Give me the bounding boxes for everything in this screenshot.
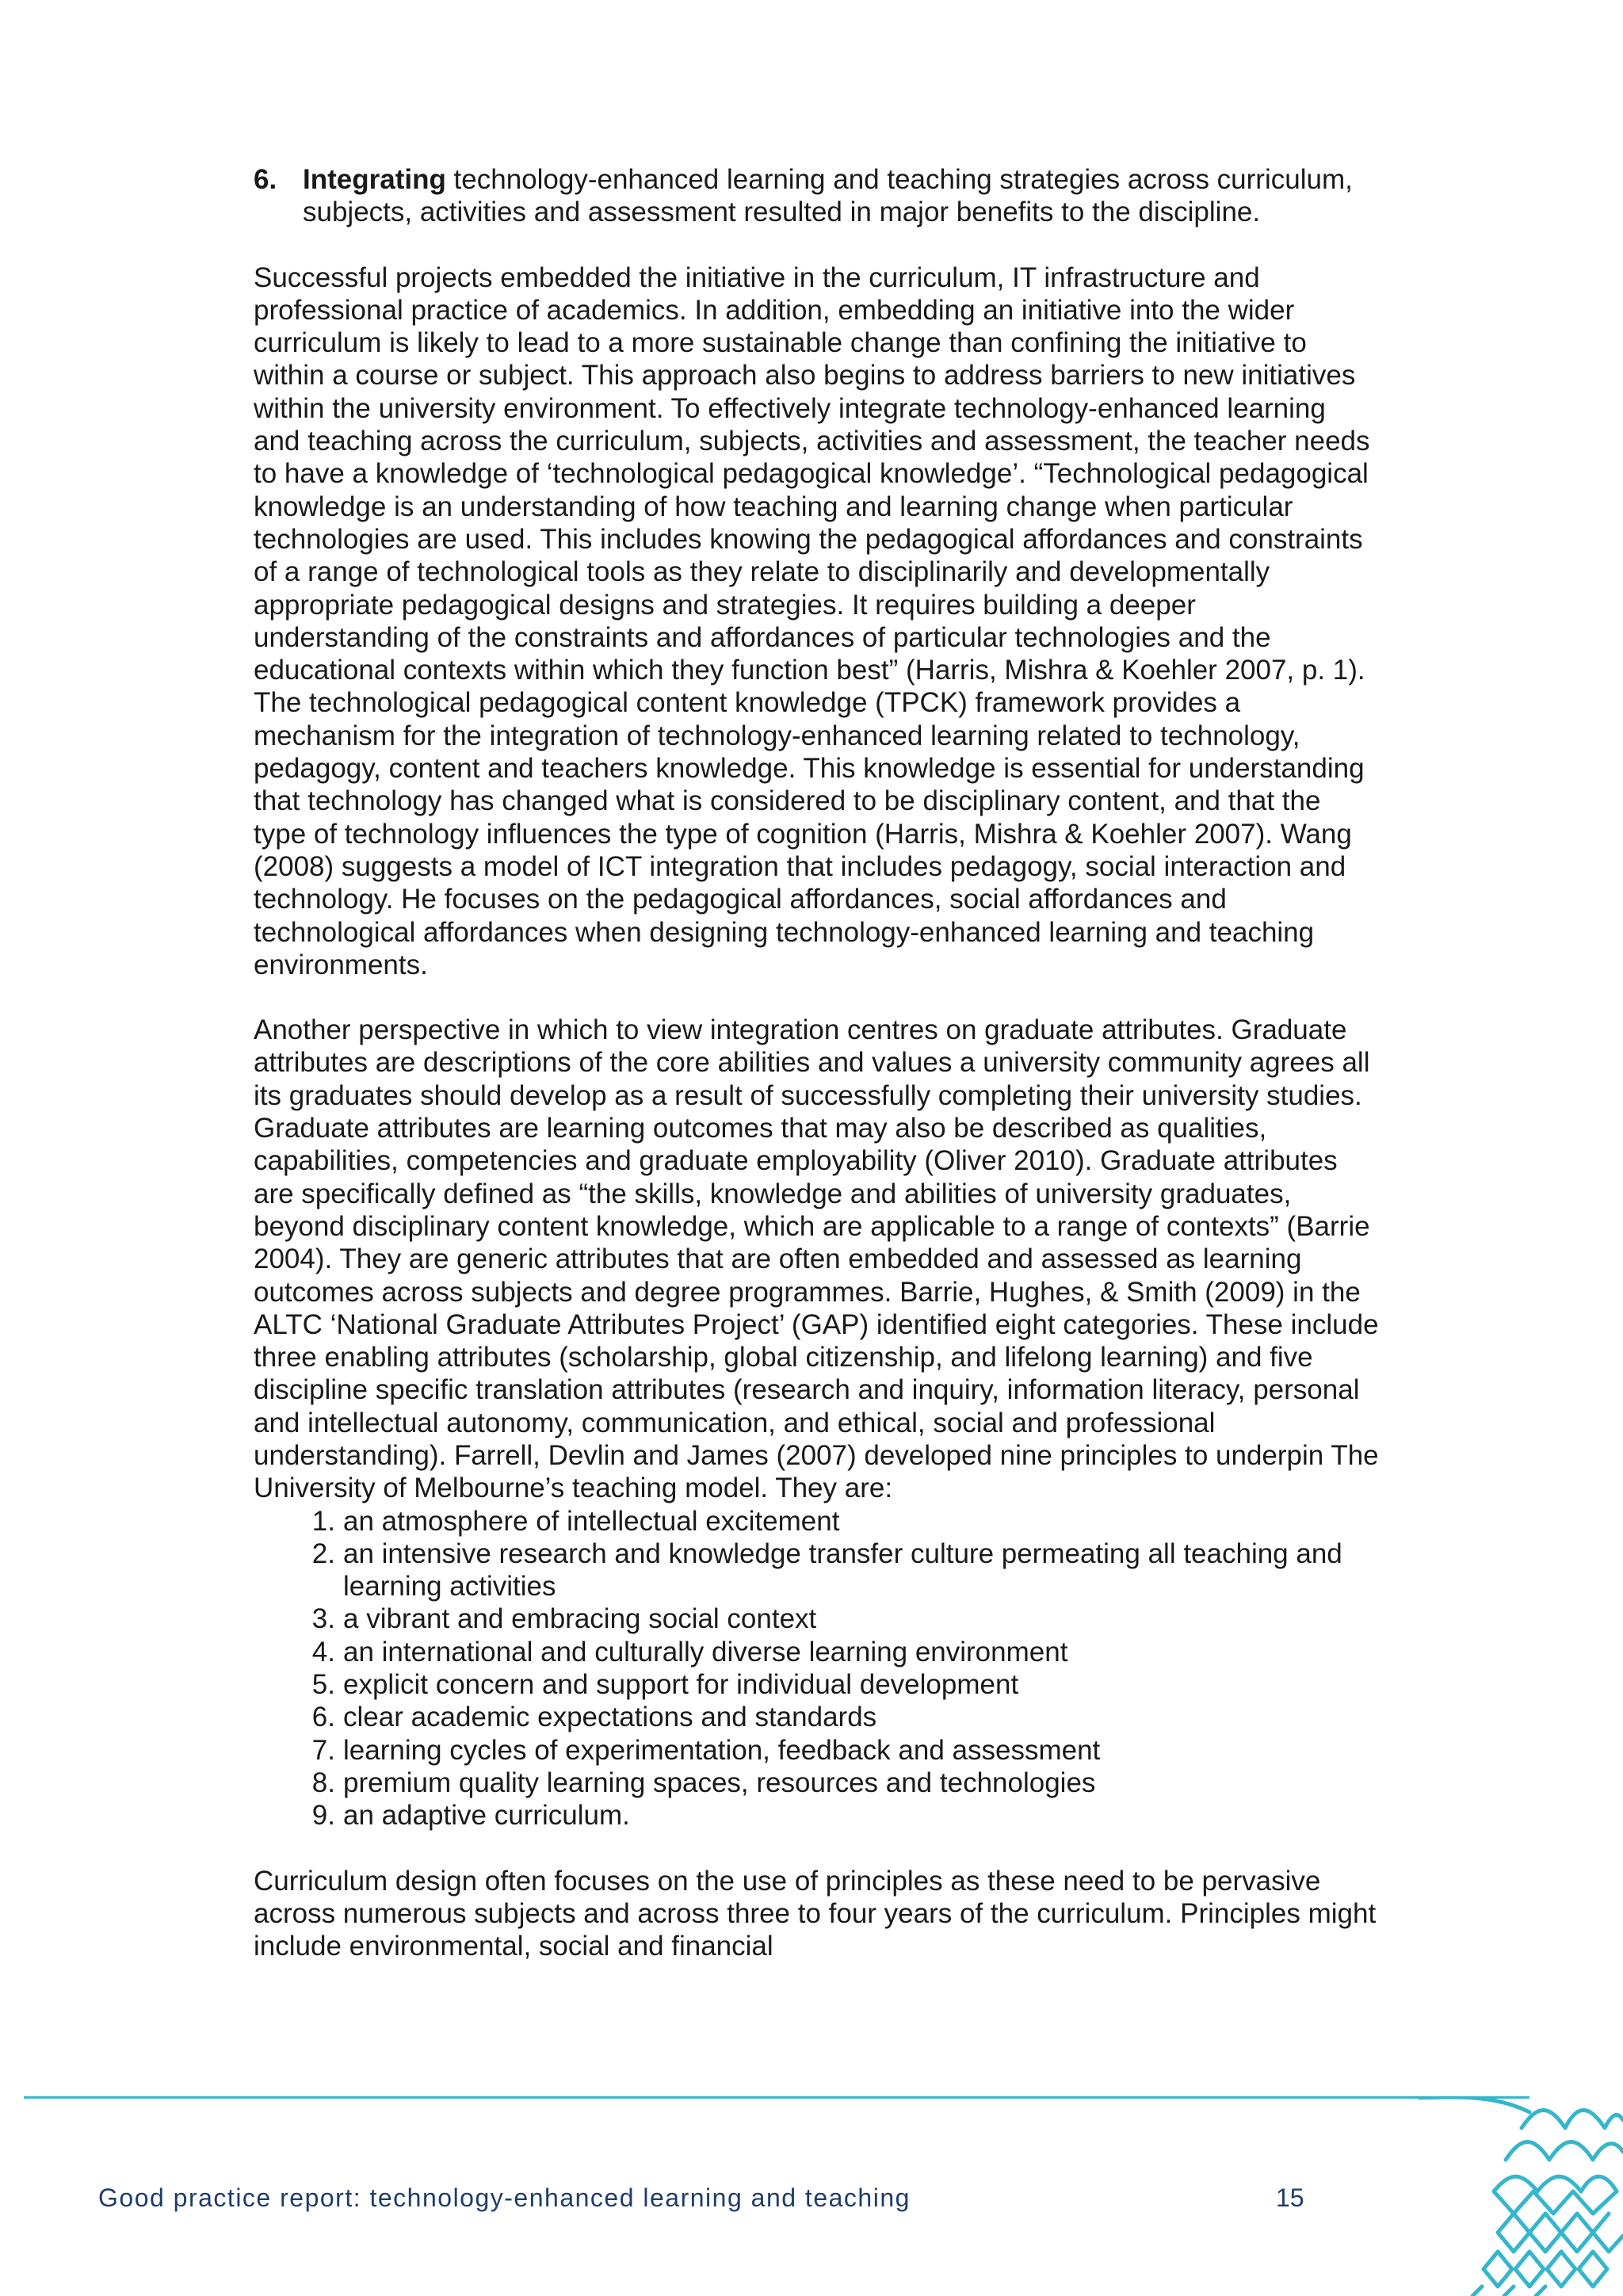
list-text: an adaptive curriculum. bbox=[343, 1800, 630, 1832]
list-text: an atmosphere of intellectual excitement bbox=[343, 1505, 840, 1537]
list-text: clear academic expectations and standards bbox=[343, 1702, 877, 1733]
footer-title: Good practice report: technology-enhanced learning and teaching bbox=[98, 2183, 911, 2212]
list-number: 1. bbox=[311, 1505, 335, 1537]
list-item bbox=[254, 1701, 1379, 1733]
heading-text bbox=[303, 163, 1379, 229]
list-item bbox=[254, 1505, 1379, 1538]
list-item bbox=[254, 1799, 1379, 1832]
list-number: 6. bbox=[311, 1702, 335, 1733]
list-number: 5. bbox=[311, 1669, 335, 1701]
paragraph-curriculum-design: Curriculum design often focuses on the use of principles as these need to be pervasive across numerous subjects and across three to four years of the curriculum. Principles might include environmental, social and financial bbox=[254, 1865, 1377, 1962]
list-text: learning cycles of experimentation, feedback and assessment bbox=[343, 1734, 1101, 1766]
list-number: 3. bbox=[311, 1603, 335, 1635]
list-text: a vibrant and embracing social context bbox=[343, 1603, 817, 1635]
heading-bold: Integrating bbox=[303, 164, 446, 195]
footer-divider bbox=[24, 2096, 1529, 2099]
list-number: 8. bbox=[311, 1767, 335, 1798]
list-text: an international and culturally diverse learning environment bbox=[343, 1636, 1068, 1668]
list-item bbox=[254, 1734, 1379, 1767]
page-body bbox=[254, 163, 1379, 1962]
wave-diamond-logo-icon bbox=[1419, 2096, 1623, 2296]
paragraph-integration: Successful projects embedded the initiative in the curriculum, IT infrastructure and professional practice of academics. In addition, embedding an initiative into the wider curriculum is likely to lead to a more sustainable change than confining the initiative to within a course or subject. This approach also begins to address barriers to new initiatives within the university environment. To effectively integrate technology-enhanced learning and teaching across the curriculum, subjects, activities and assessment, the teacher needs to have a knowledge of ‘technological pedagogical knowledge’. “Technological pedagogical knowledge is an understanding of how teaching and learning change when particular technologies are used. This includes knowing the pedagogical affordances and constraints of a range of technological tools as they relate to disciplinarily and developmentally appropriate pedagogical designs and strategies. It requires building a deeper understanding of the constraints and affordances of particular technologies and the educational contexts within which they function best” (Harris, Mishra & Koehler 2007, p. 1). The technological pedagogical content knowledge (TPCK) framework provides a mechanism for the integration of technology-enhanced learning related to technology, pedagogy, content and teachers knowledge. This knowledge is essential for understanding that technology has changed what is considered to be disciplinary content, and that the type of technology influences the type of cognition (Harris, Mishra & Koehler 2007). Wang (2008) suggests a model of ICT integration that includes pedagogy, social interaction and technology. He focuses on the pedagogical affordances, social affordances and technological affordances when designing technology-enhanced learning and teaching environments. bbox=[254, 262, 1370, 980]
list-number: 9. bbox=[311, 1800, 335, 1832]
list-number: 7. bbox=[311, 1734, 335, 1766]
list-item bbox=[254, 1636, 1379, 1668]
heading-number: 6. bbox=[254, 164, 277, 195]
list-text: an intensive research and knowledge transfer culture permeating all teaching and learning activities bbox=[343, 1538, 1342, 1603]
page-number: 15 bbox=[1276, 2183, 1304, 2212]
heading-rest: technology-enhanced learning and teaching strategies across curriculum, subjects, activities and assessment resulted in major benefits to the discipline. bbox=[303, 164, 1353, 228]
list-number: 4. bbox=[311, 1636, 335, 1668]
list-text: explicit concern and support for individual development bbox=[343, 1669, 1019, 1701]
principles-list bbox=[254, 1505, 1379, 1832]
numbered-heading bbox=[254, 163, 1379, 229]
list-text: premium quality learning spaces, resources and technologies bbox=[343, 1767, 1096, 1798]
paragraph-graduate-attributes: Another perspective in which to view integration centres on graduate attributes. Graduate attributes are descriptions of the core abilities and values a university community agrees all its graduates should develop as a result of successfully completing their university studies. Graduate attributes are learning outcomes that may also be described as qualities, capabilities, competencies and graduate employability (Oliver 2010). Graduate attributes are specifically defined as “the skills, knowledge and abilities of university graduates, beyond disciplinary content knowledge, which are applicable to a range of contexts” (Barrie 2004). They are generic attributes that are often embedded and assessed as learning outcomes across subjects and degree programmes. Barrie, Hughes, & Smith (2009) in the ALTC ‘National Graduate Attributes Project’ (GAP) identified eight categories. These include three enabling attributes (scholarship, global citizenship, and lifelong learning) and five discipline specific translation attributes (research and inquiry, information literacy, personal and intellectual autonomy, communication, and ethical, social and professional understanding). Farrell, Devlin and James (2007) developed nine principles to underpin The University of Melbourne’s teaching model. They are: bbox=[254, 1014, 1379, 1504]
list-number: 2. bbox=[311, 1538, 335, 1569]
list-item bbox=[254, 1538, 1379, 1603]
list-item bbox=[254, 1603, 1379, 1635]
list-item bbox=[254, 1668, 1379, 1701]
list-item bbox=[254, 1767, 1379, 1799]
